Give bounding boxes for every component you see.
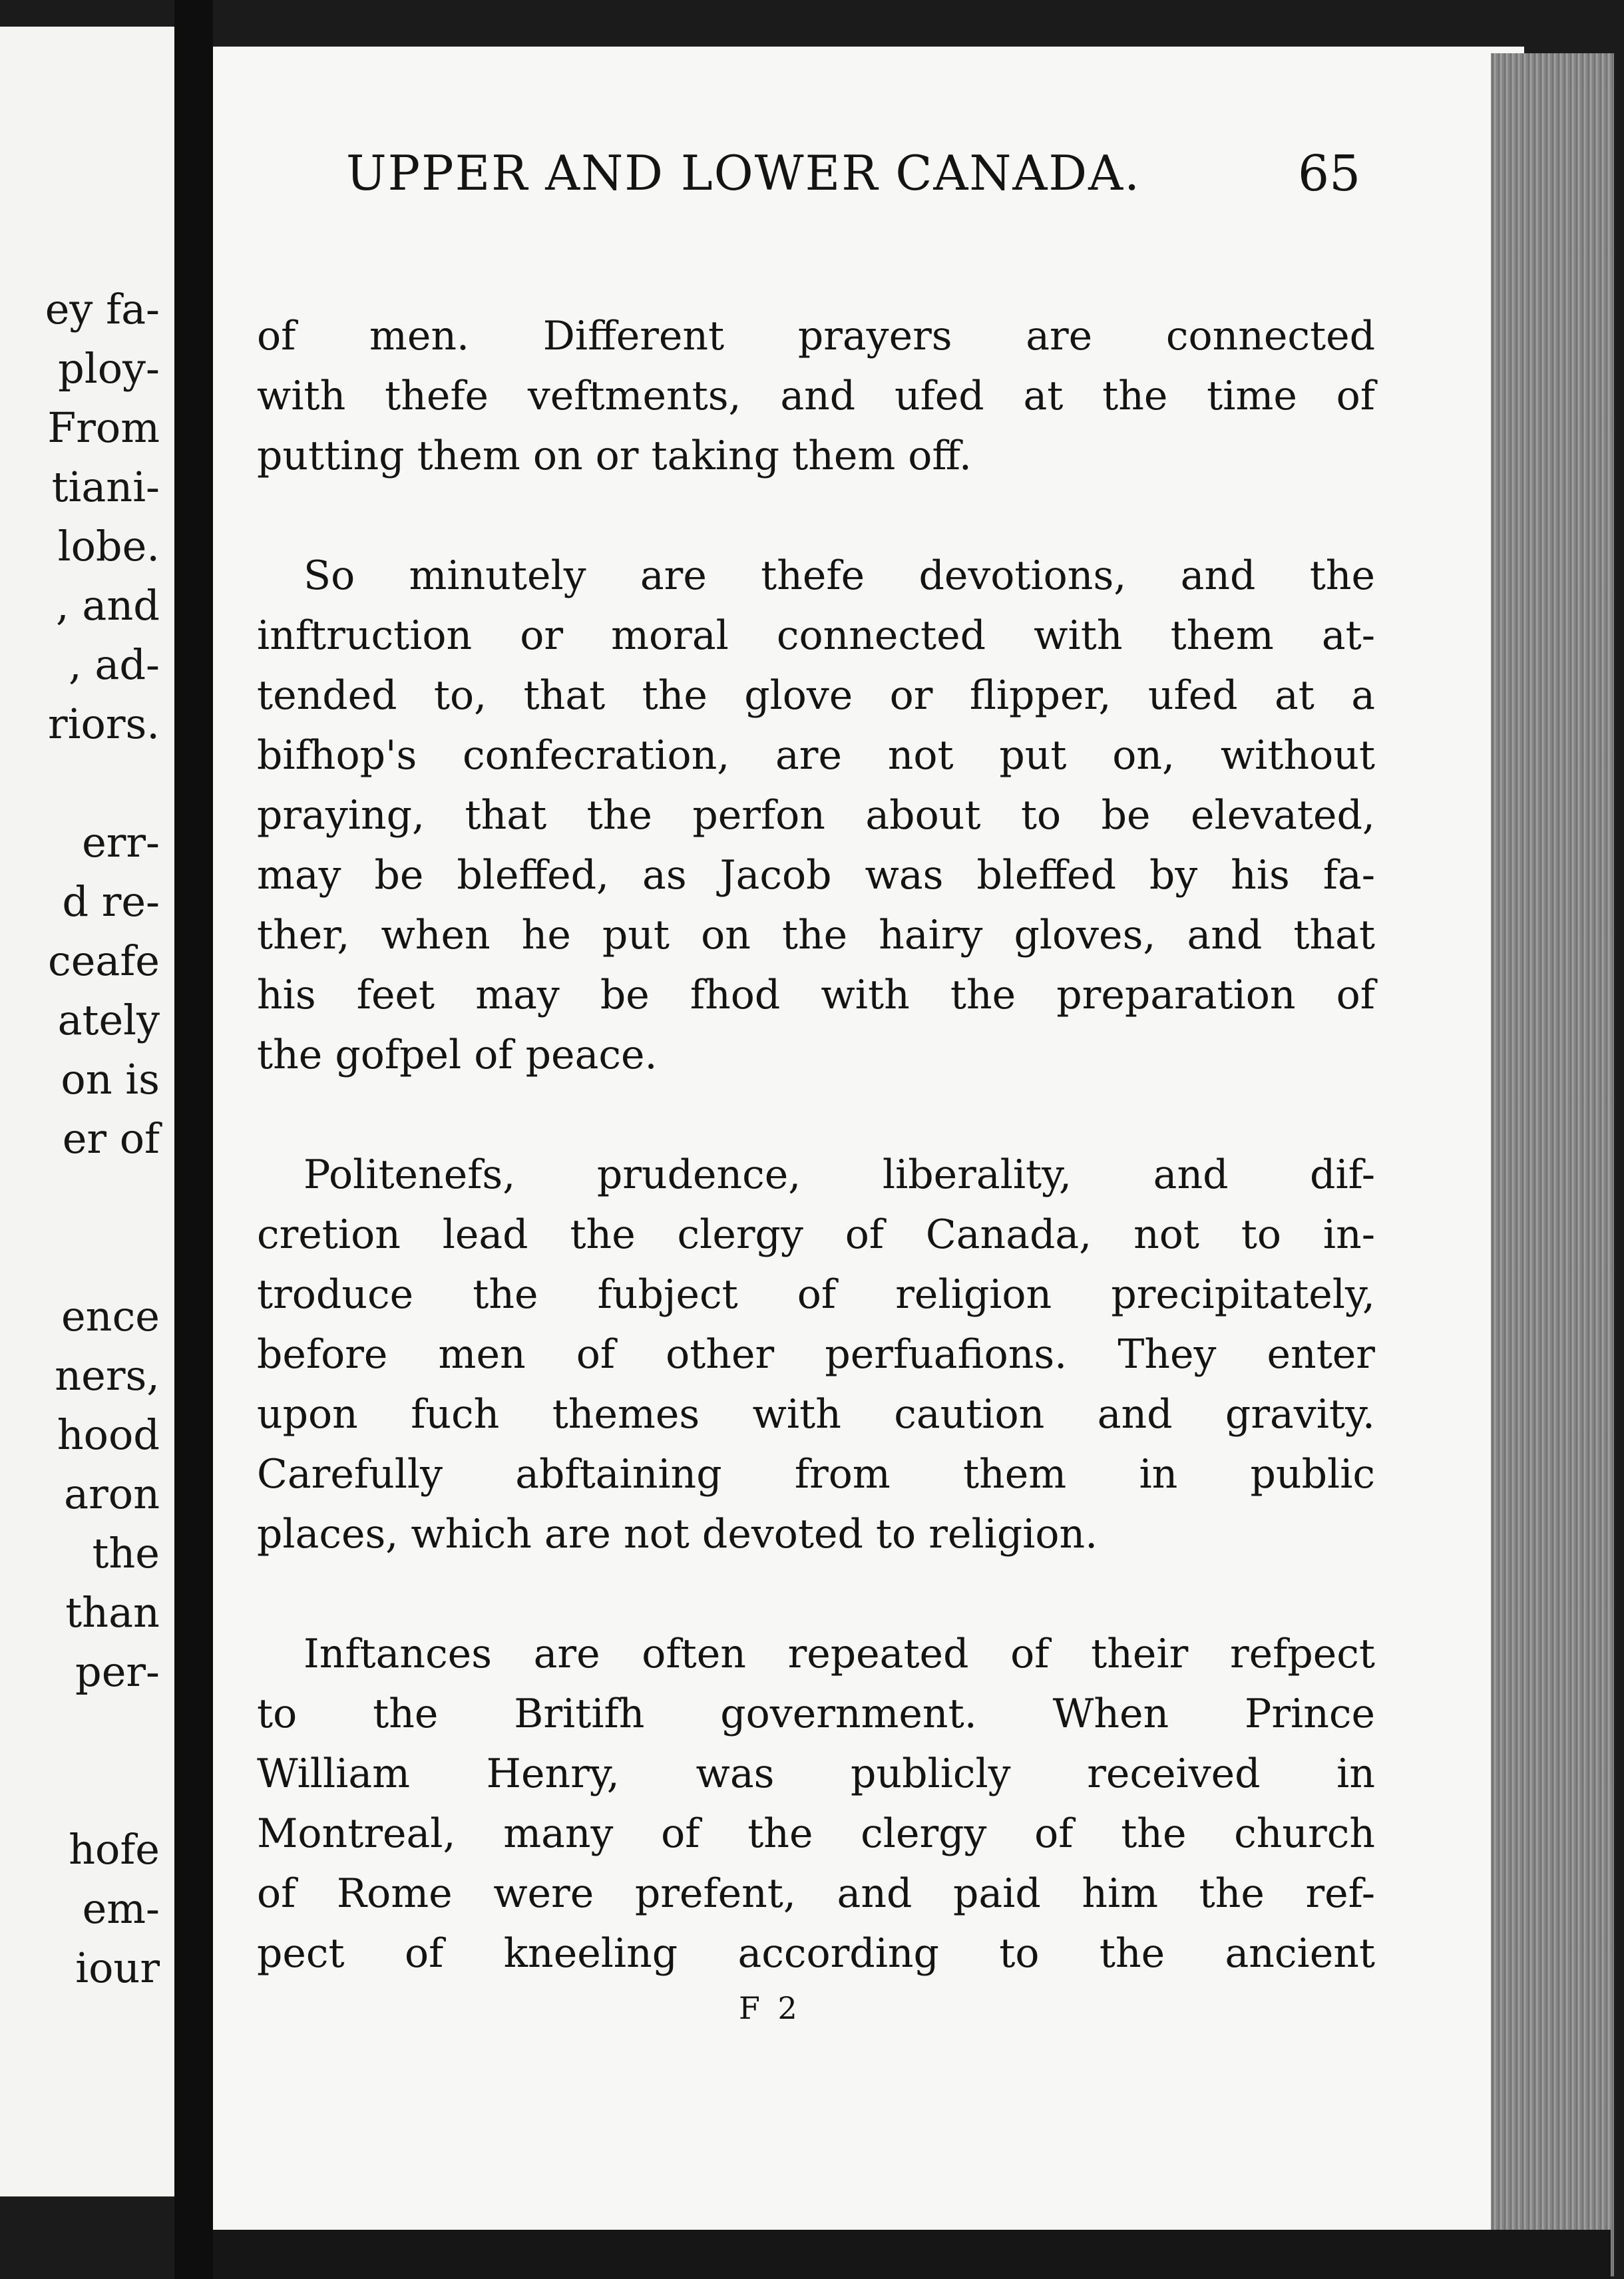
text-line: tended to, that the glove or flipper, ufed at a (257, 672, 1375, 719)
text-line: So minutely are thefe devotions, and the (304, 552, 1375, 599)
page-number: 65 (1298, 145, 1361, 202)
text-line: before men of other perfuafions. They enter (257, 1331, 1375, 1378)
running-head: UPPER AND LOWER CANADA. (346, 145, 1141, 201)
text-line: cretion lead the clergy of Canada, not to in- (257, 1211, 1375, 1258)
text-line: putting them on or taking them off. (257, 433, 972, 479)
previous-page-line: From (47, 403, 160, 452)
current-page (213, 47, 1524, 2256)
previous-page-line: tiani- (51, 463, 160, 511)
previous-page-line: iour (75, 1944, 160, 1992)
text-line: the gofpel of peace. (257, 1032, 658, 1078)
previous-page-line: , ad- (68, 640, 160, 689)
previous-page-line: , and (56, 581, 160, 630)
previous-page (0, 27, 174, 2196)
text-line: bifhop's confecration, are not put on, without (257, 732, 1375, 779)
text-line: inftruction or moral connected with them at- (257, 612, 1375, 659)
text-line: places, which are not devoted to religion. (257, 1511, 1098, 1557)
previous-page-line: lobe. (57, 522, 160, 570)
previous-page-line: ners, (55, 1351, 160, 1400)
previous-page-line: the (92, 1529, 160, 1577)
previous-page-line (0, 1761, 160, 1820)
text-line: with thefe veftments, and ufed at the time of (257, 373, 1375, 419)
previous-page-line: hood (57, 1410, 160, 1459)
previous-page-line: err- (82, 818, 160, 867)
previous-page-line: than (65, 1588, 160, 1637)
book-gutter (174, 0, 213, 2279)
previous-page-line (0, 1168, 160, 1227)
text-line: pect of kneeling according to the ancient (257, 1930, 1375, 1977)
text-line: William Henry, was publicly received in (257, 1751, 1375, 1797)
text-line: Montreal, many of the clergy of the church (257, 1810, 1375, 1857)
previous-page-line: em- (82, 1884, 160, 1933)
text-line: to the Britifh government. When Prince (257, 1691, 1375, 1737)
previous-page-line: riors. (48, 700, 160, 748)
previous-page-line: per- (75, 1647, 160, 1696)
previous-page-line (0, 753, 160, 813)
text-line: of Rome were prefent, and paid him the ref- (257, 1870, 1375, 1917)
text-line: upon fuch themes with caution and gravity. (257, 1391, 1375, 1438)
previous-page-line: aron (64, 1470, 160, 1518)
page-bottom-edge (213, 2230, 1611, 2279)
text-line: Inftances are often repeated of their refpect (304, 1631, 1375, 1677)
previous-page-line: ey fa- (45, 285, 160, 333)
previous-page-line: ploy- (58, 344, 160, 393)
text-line: ther, when he put on the hairy gloves, and that (257, 912, 1375, 958)
text-line: of men. Different prayers are connected (257, 313, 1375, 359)
text-line: troduce the fubject of religion precipitately, (257, 1271, 1375, 1318)
previous-page-line: hofe (69, 1825, 160, 1874)
previous-page-line (0, 1227, 160, 1287)
previous-page-text (0, 280, 160, 1997)
previous-page-line: ceafe (47, 936, 160, 985)
text-line: Carefully abftaining from them in public (257, 1451, 1375, 1498)
previous-page-line (0, 1701, 160, 1761)
page-fore-edge (1491, 53, 1614, 2276)
text-line: Politenefs, prudence, liberality, and dif- (304, 1151, 1375, 1198)
signature-mark: F 2 (739, 1990, 801, 2026)
text-line: may be bleffed, as Jacob was bleffed by his fa- (257, 852, 1375, 899)
previous-page-line: ately (57, 996, 160, 1044)
previous-page-line: ence (61, 1292, 160, 1341)
text-line: praying, that the perfon about to be elevated, (257, 792, 1375, 839)
previous-page-line: d re- (62, 877, 160, 926)
previous-page-line: er of (62, 1114, 160, 1163)
previous-page-line: on is (61, 1055, 160, 1104)
text-line: his feet may be fhod with the preparation of (257, 972, 1375, 1018)
